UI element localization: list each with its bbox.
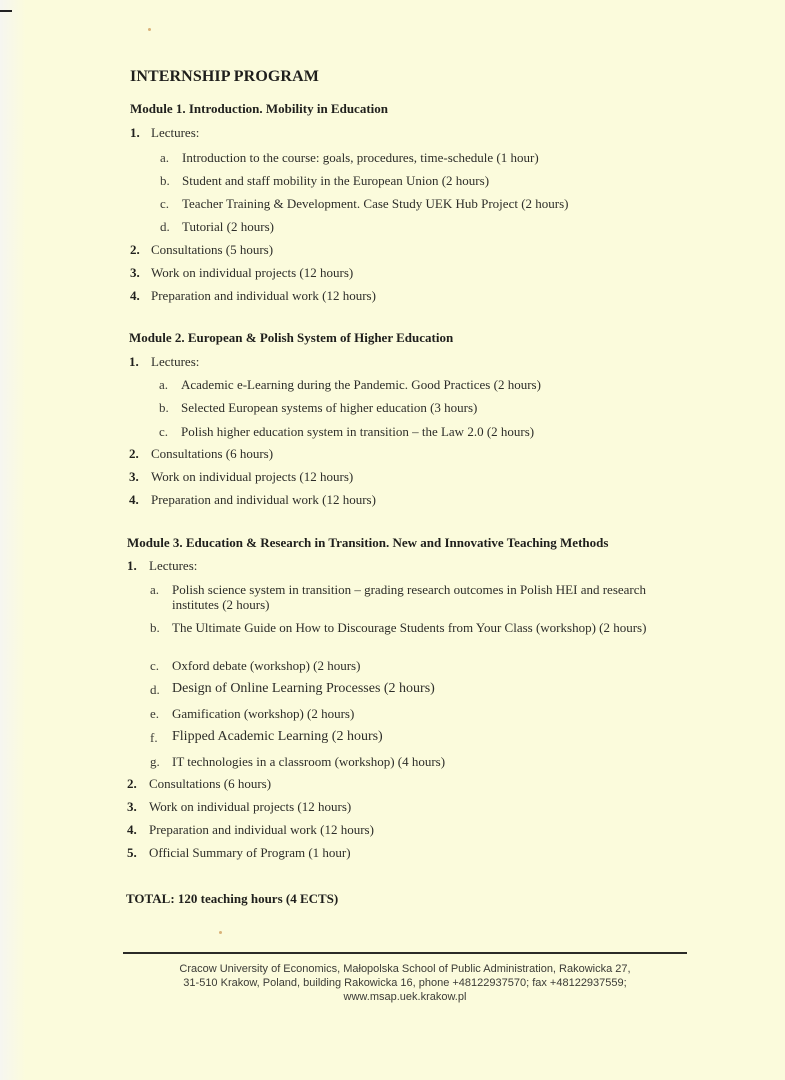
paper-edge [0,0,26,1080]
module-2-lecture-b-letter: b. [159,400,169,415]
module-1-lecture-b-letter: b. [160,173,170,188]
module-3-lecture-c-text: Oxford debate (workshop) (2 hours) [172,658,361,673]
module-2-item-2-text: Consultations (6 hours) [151,446,274,461]
module-3-lecture-d-letter: d. [150,682,160,697]
module-3-item-3-text: Work on individual projects (12 hours) [149,799,352,814]
module-3-lecture-b-letter: b. [150,620,160,635]
module-2-lecture-c-text: Polish higher education system in transition – the Law 2.0 (2 hours) [181,424,535,439]
module-2-lecture-a-text: Academic e-Learning during the Pandemic. Good Practices (2 hours) [181,377,541,392]
module-1-item-1-number: 1. [130,125,140,140]
module-2-item-1-text: Lectures: [151,354,200,369]
module-1-item-3-text: Work on individual projects (12 hours) [151,265,354,280]
module-2-item-4-text: Preparation and individual work (12 hours) [151,492,376,507]
module-1-lecture-a-text: Introduction to the course: goals, procedures, time-schedule (1 hour) [182,150,539,165]
module-1-lecture-c-text: Teacher Training & Development. Case Study UEK Hub Project (2 hours) [182,196,569,211]
module-1-lecture-d-text: Tutorial (2 hours) [182,219,274,234]
module-1-item-4-text: Preparation and individual work (12 hours) [151,288,376,303]
module-2-item-3-text: Work on individual projects (12 hours) [151,469,354,484]
module-1-title: Module 1. Introduction. Mobility in Education [130,101,388,116]
footer-address [123,962,687,1004]
module-3-lecture-g-letter: g. [150,754,160,769]
module-3-lecture-a-letter: a. [150,582,160,597]
module-3-item-4-number: 4. [127,822,137,837]
speck [148,28,151,31]
module-1-lecture-b-text: Student and staff mobility in the European Union (2 hours) [182,173,490,188]
module-2-lecture-c-letter: c. [159,424,169,439]
module-3-item-3-number: 3. [127,799,137,814]
module-3-title: Module 3. Education & Research in Transition. New and Innovative Teaching Methods [127,535,609,550]
page-title: INTERNSHIP PROGRAM [130,68,319,85]
module-2-item-3-number: 3. [129,469,139,484]
module-3-item-5-number: 5. [127,845,137,860]
module-1-item-2-number: 2. [130,242,140,257]
module-1-lecture-c-letter: c. [160,196,170,211]
module-3-lecture-e-letter: e. [150,706,160,721]
footer-divider [123,952,687,954]
module-3-lecture-d-text: Design of Online Learning Processes (2 hours) [172,681,435,696]
module-1-item-2-text: Consultations (5 hours) [151,242,274,257]
module-3-lecture-f-letter: f. [150,730,158,745]
module-1-item-3-number: 3. [130,265,140,280]
module-3-lecture-c-letter: c. [150,658,160,673]
module-3-item-2-number: 2. [127,776,137,791]
module-2-item-1-number: 1. [129,354,139,369]
module-1-item-1-text: Lectures: [151,125,200,140]
module-3-item-2-text: Consultations (6 hours) [149,776,272,791]
module-2-item-4-number: 4. [129,492,139,507]
footer-line-3: www.msap.uek.krakow.pl [343,991,467,1003]
module-2-item-2-number: 2. [129,446,139,461]
module-2-lecture-a-letter: a. [159,377,169,392]
module-3-lecture-b-text: The Ultimate Guide on How to Discourage Students from Your Class (workshop) (2 hours) [172,620,647,635]
module-3-lecture-a-text: Polish science system in transition – grading research outcomes in Polish HEI and research institutes (2 hours) [172,582,647,612]
module-2-lecture-b-text: Selected European systems of higher education (3 hours) [181,400,478,415]
footer-line-1: Cracow University of Economics, Małopolska School of Public Administration, Rakowicka 27, [179,963,631,975]
module-3-item-5-text: Official Summary of Program (1 hour) [149,845,351,860]
scan-mark [0,10,12,12]
module-3-lecture-g-text: IT technologies in a classroom (workshop) (4 hours) [172,754,446,769]
module-3-item-1-number: 1. [127,558,137,573]
footer-line-2: 31-510 Krakow, Poland, building Rakowicka 16, phone +48122937570; fax +48122937559; [183,977,627,989]
module-1-lecture-d-letter: d. [160,219,170,234]
speck [219,931,222,934]
total-hours: TOTAL: 120 teaching hours (4 ECTS) [126,891,339,906]
module-1-lecture-a-letter: a. [160,150,170,165]
module-3-item-4-text: Preparation and individual work (12 hours) [149,822,374,837]
module-1-item-4-number: 4. [130,288,140,303]
module-2-title: Module 2. European & Polish System of Higher Education [129,330,454,345]
module-3-item-1-text: Lectures: [149,558,198,573]
module-3-lecture-f-text: Flipped Academic Learning (2 hours) [172,729,383,744]
module-3-lecture-e-text: Gamification (workshop) (2 hours) [172,706,355,721]
